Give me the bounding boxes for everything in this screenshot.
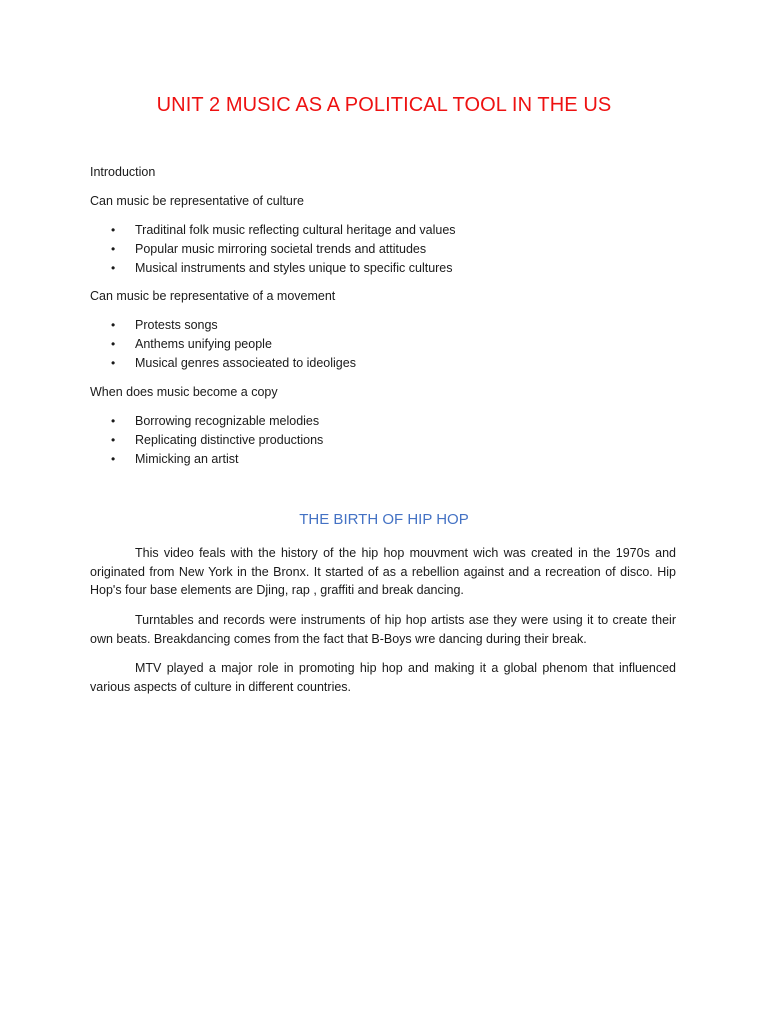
list-item-text: Popular music mirroring societal trends and attitudes <box>135 242 427 256</box>
bullet-icon: • <box>111 356 116 370</box>
list-item-text: Traditinal folk music reflecting cultural heritage and values <box>135 223 456 237</box>
bullet-icon: • <box>111 261 116 275</box>
hiphop-heading: THE BIRTH OF HIP HOP <box>299 511 469 528</box>
section3-question: When does music become a copy <box>90 385 278 399</box>
section2-list <box>90 318 356 375</box>
list-item <box>90 261 456 280</box>
list-item-text: Anthems unifying people <box>135 337 272 351</box>
document-title: UNIT 2 MUSIC AS A POLITICAL TOOL IN THE US <box>156 94 612 116</box>
bullet-icon: • <box>111 318 116 332</box>
list-item-text: Musical genres associeated to ideoliges <box>135 356 356 370</box>
bullet-icon: • <box>111 242 116 256</box>
section1-question: Can music be representative of culture <box>90 194 304 208</box>
bullet-icon: • <box>111 414 116 428</box>
list-item <box>90 318 356 337</box>
section1-list <box>90 223 456 280</box>
hiphop-paragraph-3: MTV played a major role in promoting hip hop and making it a global phenom that influenced various aspects of culture in different countries. <box>90 661 676 694</box>
bullet-icon: • <box>111 223 116 237</box>
list-item <box>90 242 456 261</box>
list-item-text: Musical instruments and styles unique to specific cultures <box>135 261 453 275</box>
list-item-text: Mimicking an artist <box>135 452 239 466</box>
section2-question: Can music be representative of a movement <box>90 289 336 303</box>
bullet-icon: • <box>111 433 116 447</box>
bullet-icon: • <box>111 452 116 466</box>
introduction-label: Introduction <box>90 165 156 179</box>
list-item <box>90 356 356 375</box>
list-item-text: Replicating distinctive productions <box>135 433 324 447</box>
section3-list <box>90 414 323 471</box>
list-item <box>90 414 323 433</box>
hiphop-paragraph-1: This video feals with the history of the hip hop mouvment wich was created in the 1970s and originated from New York in the Bronx. It started of as a rebellion against and a recreation of disco. Hip Hop's four base elements are Djing, rap , graffiti and break dancing. <box>90 546 676 597</box>
list-item-text: Protests songs <box>135 318 218 332</box>
list-item-text: Borrowing recognizable melodies <box>135 414 320 428</box>
list-item <box>90 337 356 356</box>
list-item <box>90 433 323 452</box>
hiphop-paragraph-2: Turntables and records were instruments of hip hop artists ase they were using it to create their own beats. Breakdancing comes from the fact that B-Boys wre dancing during their break. <box>90 613 676 646</box>
list-item <box>90 452 323 471</box>
bullet-icon: • <box>111 337 116 351</box>
list-item <box>90 223 456 242</box>
